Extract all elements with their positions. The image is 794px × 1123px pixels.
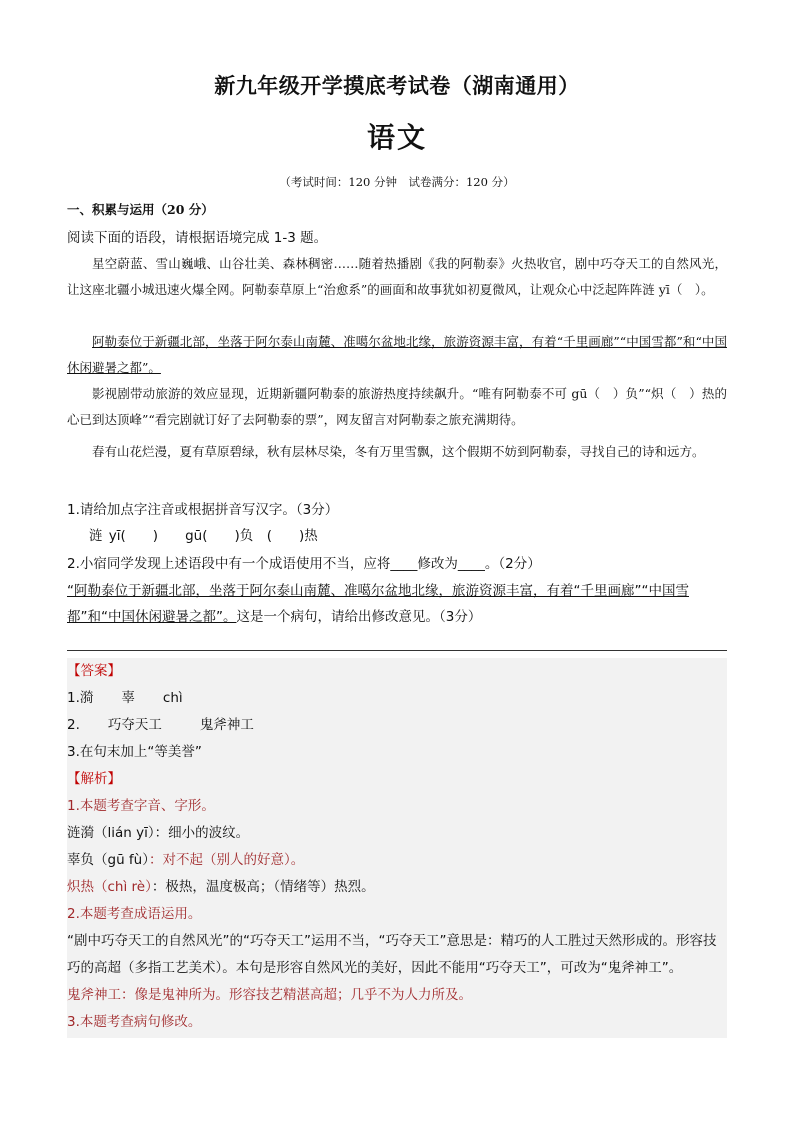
- answer-2-b: 巧夺天工: [107, 717, 162, 733]
- subject-title: 语文: [366, 121, 427, 154]
- question-3-tail: 这是一个病句，请给出修改意见。（3分）: [236, 609, 482, 625]
- passage-paragraph-3: 影视剧带动旅游的效应显现，近期新疆阿勒泰的旅游热度持续飙升。“唯有阿勒泰不可 gū（ ）负”“炽（ ）热的心已到达顶峰”“看完剧就订好了去阿勒泰的票”，网友留言对阿勒泰之旅充满期待。: [67, 386, 727, 427]
- analysis-lianyi-word: 涟漪（lián yī）: [67, 825, 155, 841]
- analysis-1: 1.本题考查字音、字形。: [67, 798, 215, 814]
- answer-tag: 【答案】: [67, 663, 121, 679]
- analysis-lianyi: [67, 820, 727, 847]
- reading-instruction: 阅读下面的语段，请根据语境完成 1-3 题。: [67, 230, 328, 246]
- answer-2-c: 鬼斧神工: [199, 717, 254, 733]
- answer-1-a: 1.漪: [67, 690, 94, 706]
- question-3-quote: “阿勒泰位于新疆北部，坐落于阿尔泰山南麓、准噶尔盆地北缘，旅游资源丰富，有着“千里画廊”“中国雪都”和“中国休闲避暑之都”。: [67, 583, 689, 625]
- exam-info: （考试时间：120 分钟 试卷满分：120 分）: [279, 175, 515, 189]
- answer-section: [67, 658, 727, 1038]
- analysis-tag: 【解析】: [67, 771, 121, 787]
- passage-paragraph-4: 春有山花烂漫，夏有草原碧绿，秋有层林尽染，冬有万里雪飘，这个假期不妨到阿勒泰，寻找自己的诗和远方。: [92, 444, 705, 459]
- answer-2-label: 2.: [67, 717, 80, 733]
- passage-paragraph-1: 星空蔚蓝、雪山巍峨、山谷壮美、森林稠密……随着热播剧《我的阿勒泰》火热收官，剧中巧夺天工的自然风光，让这座北疆小城迅速火爆全网。阿勒泰草原上“治愈系”的画面和故事犹如初夏微风，让观众心中泛起阵阵涟 yī（ ）。: [67, 256, 727, 297]
- question-1: 1.请给加点字注音或根据拼音写汉字。（3分）: [67, 502, 339, 518]
- analysis-2: 2.本题考查成语运用。: [67, 906, 202, 922]
- analysis-gufu: [67, 847, 727, 874]
- answer-2: [67, 712, 727, 739]
- analysis-chire-word: 炽热（chì rè）: [67, 879, 152, 895]
- answer-3: 3.在句末加上“等美誉”: [67, 744, 202, 760]
- answer-1: [67, 685, 727, 712]
- passage-paragraph-2: 阿勒泰位于新疆北部，坐落于阿尔泰山南麓、准噶尔盆地北缘，旅游资源丰富，有着“千里画廊”“中国雪都”和“中国休闲避暑之都”。: [67, 334, 727, 375]
- divider: [67, 650, 727, 651]
- analysis-guifu: 鬼斧神工：像是鬼神所为。形容技艺精湛高超；几乎不为人力所及。: [67, 987, 472, 1003]
- analysis-chire: [67, 874, 727, 901]
- question-2: 2.小宿同学发现上述语段中有一个成语使用不当，应将____修改为____。（2分）: [67, 556, 541, 572]
- answer-1-c: chì: [162, 690, 183, 706]
- analysis-3: 3.本题考查病句修改。: [67, 1014, 202, 1030]
- section-heading: 一、积累与运用（20 分）: [67, 202, 214, 217]
- analysis-idiom: “剧中巧夺天工的自然风光”的“巧夺天工”运用不当，“巧夺天工”意思是：精巧的人工胜过天然形成的。形容技巧的高超（多指工艺美术）。本句是形容自然风光的美好，因此不能用“巧夺天工”，可改为“鬼斧神工”。: [67, 933, 717, 976]
- analysis-gufu-def: ：对不起（别人的好意）。: [148, 852, 305, 868]
- analysis-gufu-word: 辜负（gū fù）: [67, 852, 149, 868]
- analysis-chire-def: ：极热，温度极高；（情绪等）热烈。: [151, 879, 375, 895]
- question-3: [67, 578, 732, 630]
- answer-1-b: 辜: [121, 690, 135, 706]
- question-1-blanks: 涟 yī( ) gū( )负 ( )热: [89, 528, 318, 544]
- analysis-lianyi-def: ：细小的波纹。: [154, 825, 250, 841]
- exam-title: 新九年级开学摸底考试卷（湖南通用）: [214, 74, 580, 98]
